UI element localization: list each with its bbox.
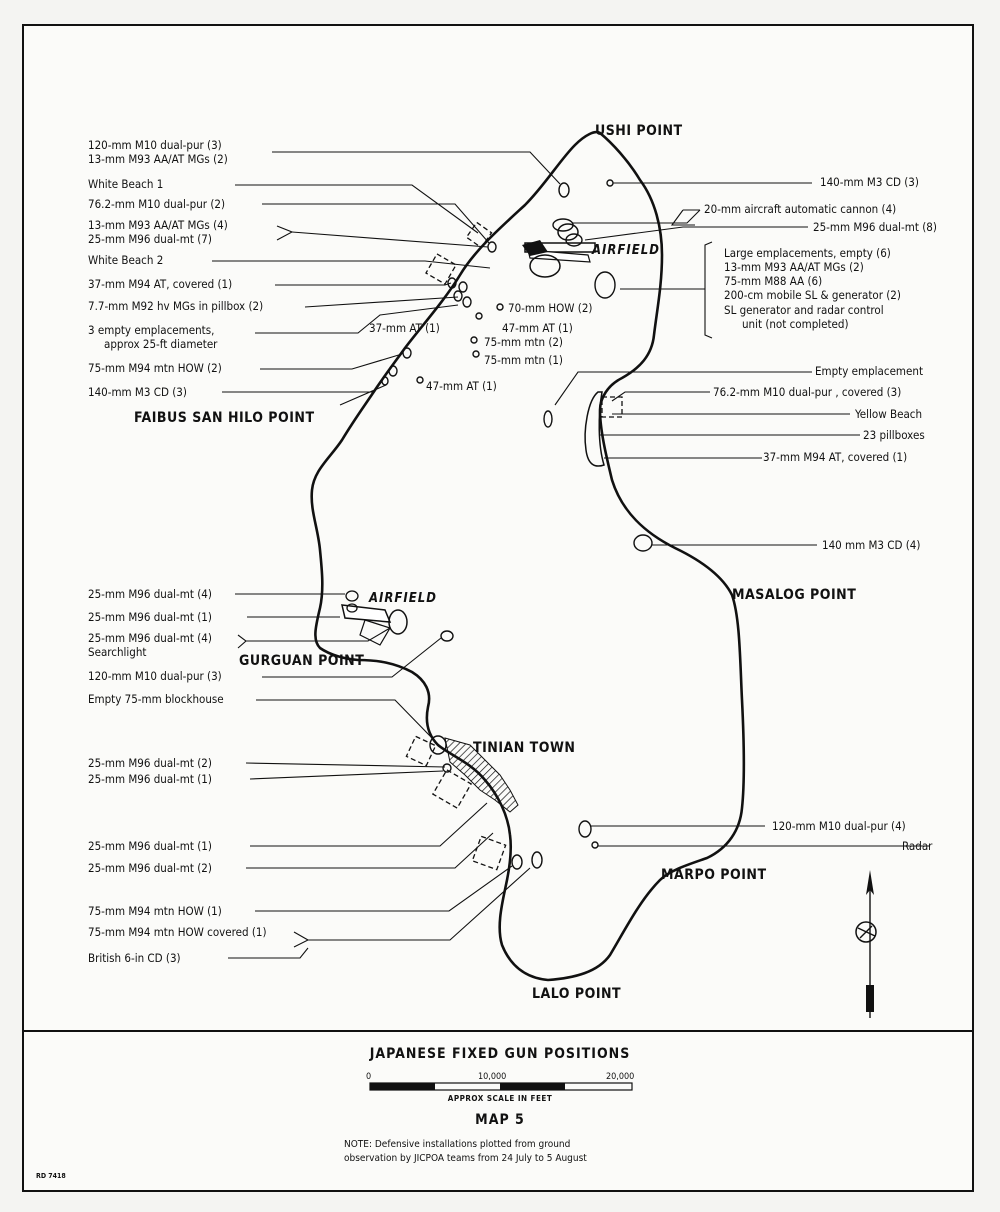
left-label: Empty 75-mm blockhouse bbox=[88, 692, 224, 706]
inner-label: 37-mm AT (1) bbox=[369, 321, 440, 335]
position bbox=[443, 764, 451, 772]
right-label: 25-mm M96 dual-mt (8) bbox=[813, 220, 937, 234]
right-label: 140 mm M3 CD (4) bbox=[822, 538, 921, 552]
position bbox=[579, 821, 591, 837]
inner-label: 70-mm HOW (2) bbox=[508, 301, 593, 315]
lalo-point-label: LALO POINT bbox=[532, 986, 622, 1002]
scale-tick: 0 bbox=[366, 1072, 372, 1082]
scale-tick: 20,000 bbox=[606, 1072, 635, 1082]
scale-tick: 10,000 bbox=[478, 1072, 507, 1082]
position bbox=[559, 183, 569, 197]
left-label: 3 empty emplacements, bbox=[88, 323, 215, 337]
left-label: White Beach 2 bbox=[88, 253, 164, 267]
left-label: British 6-in CD (3) bbox=[88, 951, 181, 965]
left-label: 13-mm M93 AA/AT MGs (2) bbox=[88, 152, 228, 166]
right-label: 120-mm M10 dual-pur (4) bbox=[772, 819, 906, 833]
right-label: 75-mm M88 AA (6) bbox=[724, 274, 823, 288]
position bbox=[592, 842, 598, 848]
right-label: Empty emplacement bbox=[815, 364, 923, 378]
right-label: Yellow Beach bbox=[855, 407, 923, 421]
right-label: Radar bbox=[902, 839, 933, 853]
inner-label: 47-mm AT (1) bbox=[426, 379, 497, 393]
position bbox=[532, 852, 542, 868]
left-label: 75-mm M94 mtn HOW covered (1) bbox=[88, 925, 267, 939]
right-label: SL generator and radar control bbox=[724, 303, 884, 317]
right-label: 20-mm aircraft automatic cannon (4) bbox=[704, 202, 897, 216]
position bbox=[512, 855, 522, 869]
note-line: NOTE: Defensive installations plotted from ground bbox=[344, 1139, 571, 1150]
map-number: MAP 5 bbox=[475, 1112, 525, 1128]
left-label: 75-mm M94 mtn HOW (1) bbox=[88, 904, 222, 918]
right-label: Large emplacements, empty (6) bbox=[724, 246, 891, 260]
right-label: 140-mm M3 CD (3) bbox=[820, 175, 919, 189]
left-label: 25-mm M96 dual-mt (7) bbox=[88, 232, 212, 246]
marpo-point-label: MARPO POINT bbox=[661, 867, 767, 883]
inner-label: 47-mm AT (1) bbox=[502, 321, 573, 335]
white-beach-2-box bbox=[426, 254, 456, 284]
scale-bar bbox=[370, 1083, 632, 1090]
position bbox=[497, 304, 503, 310]
inner-label: 75-mm mtn (1) bbox=[484, 353, 563, 367]
scale-unit-label: APPROX SCALE IN FEET bbox=[447, 1094, 553, 1103]
right-label: 76.2-mm M10 dual-pur , covered (3) bbox=[713, 385, 902, 399]
right-label: 13-mm M93 AA/AT MGs (2) bbox=[724, 260, 864, 274]
position bbox=[595, 272, 615, 298]
left-label: 37-mm M94 AT, covered (1) bbox=[88, 277, 233, 291]
gurguan-point-label: GURGUAN POINT bbox=[239, 653, 365, 669]
left-label: 120-mm M10 dual-pur (3) bbox=[88, 138, 222, 152]
left-label: White Beach 1 bbox=[88, 177, 164, 191]
position bbox=[382, 377, 388, 385]
left-label: 25-mm M96 dual-mt (1) bbox=[88, 610, 212, 624]
left-label: 25-mm M96 dual-mt (4) bbox=[88, 587, 212, 601]
left-label: 7.7-mm M92 hv MGs in pillbox (2) bbox=[88, 299, 264, 313]
left-label: 13-mm M93 AA/AT MGs (4) bbox=[88, 218, 228, 232]
island-coastline bbox=[312, 132, 744, 980]
position bbox=[441, 631, 453, 641]
position bbox=[417, 377, 423, 383]
left-label: 25-mm M96 dual-mt (2) bbox=[88, 756, 212, 770]
map-note bbox=[344, 1138, 587, 1166]
left-label: approx 25-ft diameter bbox=[104, 337, 218, 351]
note-line: observation by JICPOA teams from 24 July to 5 August bbox=[344, 1153, 587, 1164]
left-label: 75-mm M94 mtn HOW (2) bbox=[88, 361, 222, 375]
white-beach-1-box bbox=[466, 222, 491, 247]
position bbox=[476, 313, 482, 319]
right-label: 23 pillboxes bbox=[863, 428, 925, 442]
position bbox=[389, 366, 397, 376]
position bbox=[403, 348, 411, 358]
faibus-san-hilo-point-label: FAIBUS SAN HILO POINT bbox=[134, 410, 315, 426]
map-title: JAPANESE FIXED GUN POSITIONS bbox=[369, 1046, 631, 1062]
left-label: 25-mm M96 dual-mt (2) bbox=[88, 861, 212, 875]
left-label: 120-mm M10 dual-pur (3) bbox=[88, 669, 222, 683]
left-label: 25-mm M96 dual-mt (1) bbox=[88, 839, 212, 853]
ushi-point-label: USHI POINT bbox=[595, 123, 683, 139]
position bbox=[463, 297, 471, 307]
inner-label: 75-mm mtn (2) bbox=[484, 335, 563, 349]
left-label: 25-mm M96 dual-mt (4) bbox=[88, 631, 212, 645]
right-label: 200-cm mobile SL & generator (2) bbox=[724, 288, 901, 302]
south-airfield-label: AIRFIELD bbox=[369, 591, 437, 606]
left-label: 140-mm M3 CD (3) bbox=[88, 385, 187, 399]
tinian-town-label: TINIAN TOWN bbox=[473, 740, 576, 756]
right-label: 37-mm M94 AT, covered (1) bbox=[763, 450, 908, 464]
position bbox=[459, 282, 467, 292]
position bbox=[471, 337, 477, 343]
position bbox=[544, 411, 552, 427]
reference-code: RD 7418 bbox=[36, 1172, 66, 1180]
position bbox=[607, 180, 613, 186]
position bbox=[488, 242, 496, 252]
north-arrow bbox=[856, 870, 876, 1018]
masalog-point-label: MASALOG POINT bbox=[732, 587, 857, 603]
position bbox=[454, 291, 462, 301]
position bbox=[473, 351, 479, 357]
position bbox=[634, 535, 652, 551]
left-label: 76.2-mm M10 dual-pur (2) bbox=[88, 197, 225, 211]
north-airfield-label: AIRFIELD bbox=[592, 243, 660, 258]
town-beach-box-3 bbox=[472, 836, 505, 869]
left-label: 25-mm M96 dual-mt (1) bbox=[88, 772, 212, 786]
left-label: Searchlight bbox=[88, 645, 147, 659]
north-airfield bbox=[522, 224, 595, 277]
right-label: unit (not completed) bbox=[742, 317, 849, 331]
